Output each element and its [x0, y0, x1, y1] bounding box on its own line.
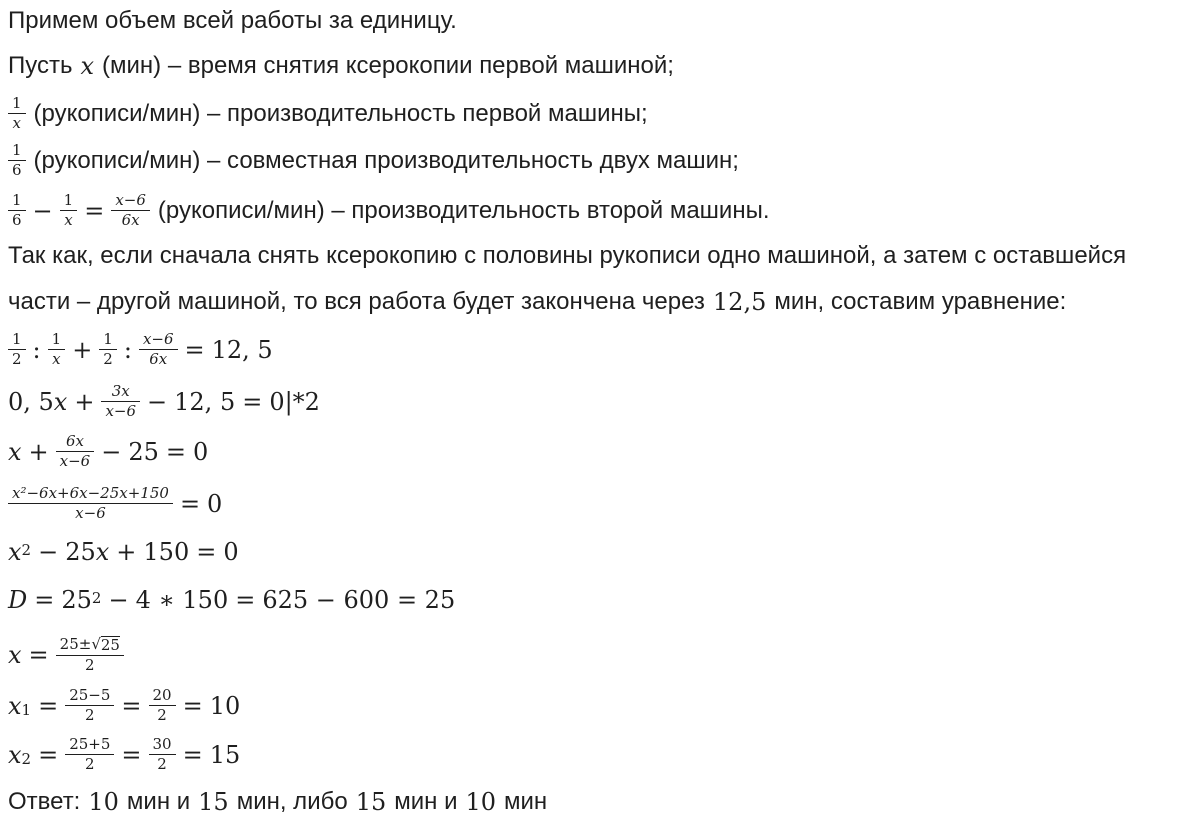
let-text: Пусть: [8, 52, 73, 79]
first-rate-text: (рукописи/мин) – производительность первой машины;: [33, 99, 648, 127]
equation-roots-formula: x = 25± √ 25 2: [8, 636, 124, 674]
equation-4: $\frac{\text{x²−6x+6x−25x+150}}{x-6}$ = 0: [8, 485, 222, 522]
line-first-rate: [8, 95, 648, 132]
line-condition: [8, 241, 1126, 271]
equation-quadratic: x $^2$ − 25 x + 150 = 0: [8, 538, 239, 566]
var-x: x: [80, 52, 95, 80]
line-second-rate: $\frac{1}{6}$ − $\frac{1}{x}$ = $\frac{x-6}{6x}$ (рукописи/мин) – производительность второй машины.: [8, 192, 770, 229]
fraction-x-6-over-6x: $\frac{x-6}{6x}$: [113, 192, 148, 229]
answer-label: Ответ:: [8, 788, 81, 815]
time-value: 12,5: [712, 288, 767, 316]
line-condition-2: [8, 287, 1066, 317]
equation-2: 0, 5 x + $\frac{3x}{x-6}$ − 12, 5 = 0|*2: [8, 382, 320, 420]
joint-rate-text: (рукописи/мин) – совместная производительность двух машин;: [33, 146, 739, 174]
fraction-1-over-6: $\frac{1}{6}$: [10, 142, 24, 179]
line-answer: Ответ: 10 мин и 15 мин, либо 15 мин и 10 мин: [8, 788, 548, 816]
equation-x2: x $_2$ = $\frac{25+5}{2}$ = $\frac{30}{2}$ = 15: [8, 735, 241, 773]
line-intro: [8, 6, 457, 36]
equation-3: x + $\frac{6x}{x-6}$ − 25 = 0: [8, 432, 209, 470]
let-description: (мин) – время снятия ксерокопии первой машиной;: [102, 52, 674, 79]
equation-1: $\frac{1}{2}$ : $\frac{1}{x}$ + $\frac{1}{2}$ : $\frac{x-6}{6x}$ = 12, 5: [8, 331, 273, 368]
condition-text: Так как, если сначала снять ксерокопию с половины рукописи одно машиной, а затем с оставшейся: [8, 242, 1127, 269]
condition-text-3: мин, составим уравнение:: [774, 288, 1067, 315]
condition-text-2: части – другой машиной, то вся работа будет закончена через: [8, 288, 705, 315]
second-rate-text: (рукописи/мин) – производительность второй машины.: [157, 196, 770, 224]
fraction-1-over-x: $\frac{1}{x}$: [10, 95, 24, 132]
line-joint-rate: [8, 142, 739, 179]
equation-x1: x $_1$ = $\frac{25-5}{2}$ = $\frac{20}{2}$ = 10: [8, 686, 241, 724]
line-let-x: [8, 51, 674, 81]
equation-discriminant: D = 25 $^2$ − 4 ∗ 150 = 625 − 600 = 25: [8, 586, 456, 614]
intro-text: Примем объем всей работы за единицу.: [8, 7, 457, 34]
